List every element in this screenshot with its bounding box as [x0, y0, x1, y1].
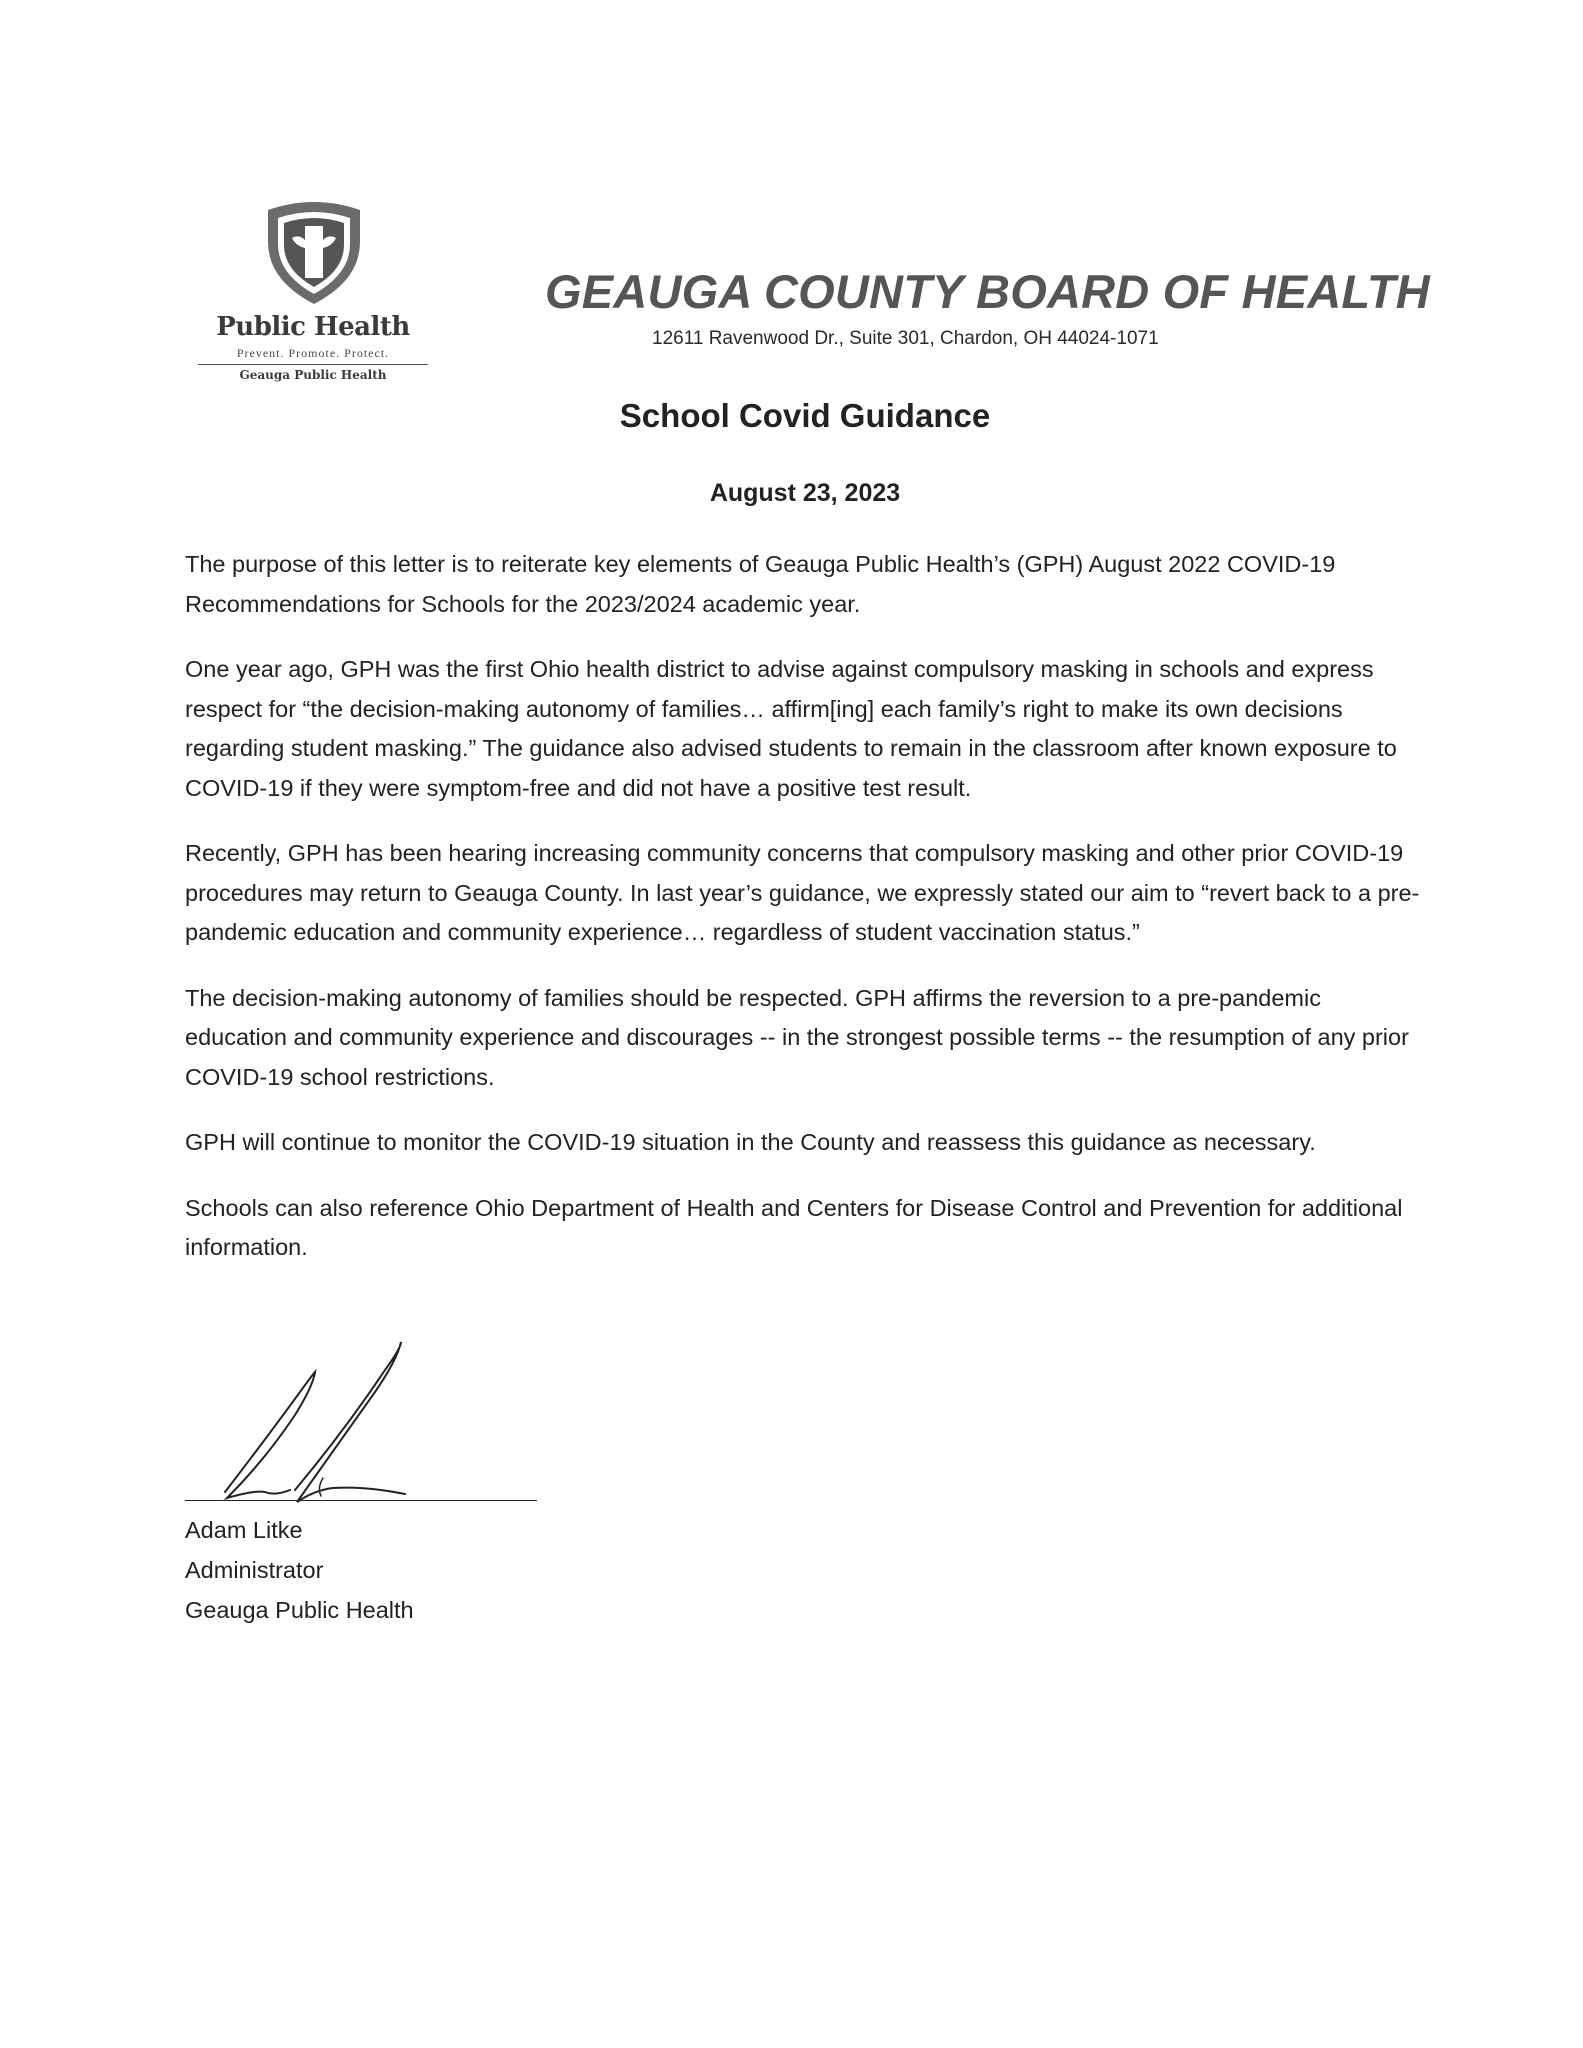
logo-tagline: Prevent. Promote. Protect. [236, 346, 390, 360]
signatory-role: Administrator [185, 1557, 324, 1583]
body-paragraph: One year ago, GPH was the first Ohio health district to advise against compulsory masking in schools and express respect for “the decision-making autonomy of families… affirm[ing] each family’s right to make its own decisions regarding student masking.” The guidance also advised students to remain in the classroom after known exposure to COVID-19 if they were symptom-free and did not have a positive test result. [185, 656, 1397, 801]
handwritten-signature [205, 1330, 465, 1505]
logo-subtitle: Geauga Public Health [239, 368, 387, 382]
signatory-name: Adam Litke [185, 1517, 303, 1543]
body-paragraph: GPH will continue to monitor the COVID-19 situation in the County and reassess this guidance as necessary. [185, 1129, 1316, 1155]
body-paragraph: Recently, GPH has been hearing increasing community concerns that compulsory masking and other prior COVID-19 procedures may return to Geauga County. In last year’s guidance, we expressly stated our aim to “revert back to a pre-pandemic education and community experience… regardless of student vaccination status.” [185, 840, 1420, 945]
public-health-logo [196, 196, 430, 386]
logo-divider [198, 364, 428, 365]
letter-body [185, 545, 1425, 1294]
signature-line [185, 1500, 537, 1501]
signatory-block [185, 1510, 414, 1630]
shield-cross-icon [258, 196, 370, 308]
signatory-organization: Geauga Public Health [185, 1597, 414, 1623]
body-paragraph: The decision-making autonomy of families should be respected. GPH affirms the reversion to a pre-pandemic education and community experience and discourages -- in the strongest possible terms -- the resumption of any prior COVID-19 school restrictions. [185, 984, 1409, 1090]
organization-name: GEAUGA COUNTY BOARD OF HEALTH [545, 265, 1430, 318]
logo-wordmark: Public Health [216, 312, 410, 342]
body-paragraph: Schools can also reference Ohio Department of Health and Centers for Disease Control and Prevention for additional information. [185, 1194, 1403, 1260]
organization-address: 12611 Ravenwood Dr., Suite 301, Chardon, OH 44024-1071 [652, 328, 1159, 349]
document-title: School Covid Guidance [619, 397, 991, 434]
body-paragraph: The purpose of this letter is to reiterate key elements of Geauga Public Health’s (GPH) August 2022 COVID-19 Recommendations for Schools for the 2023/2024 academic year. [185, 551, 1336, 617]
document-date: August 23, 2023 [709, 479, 901, 507]
